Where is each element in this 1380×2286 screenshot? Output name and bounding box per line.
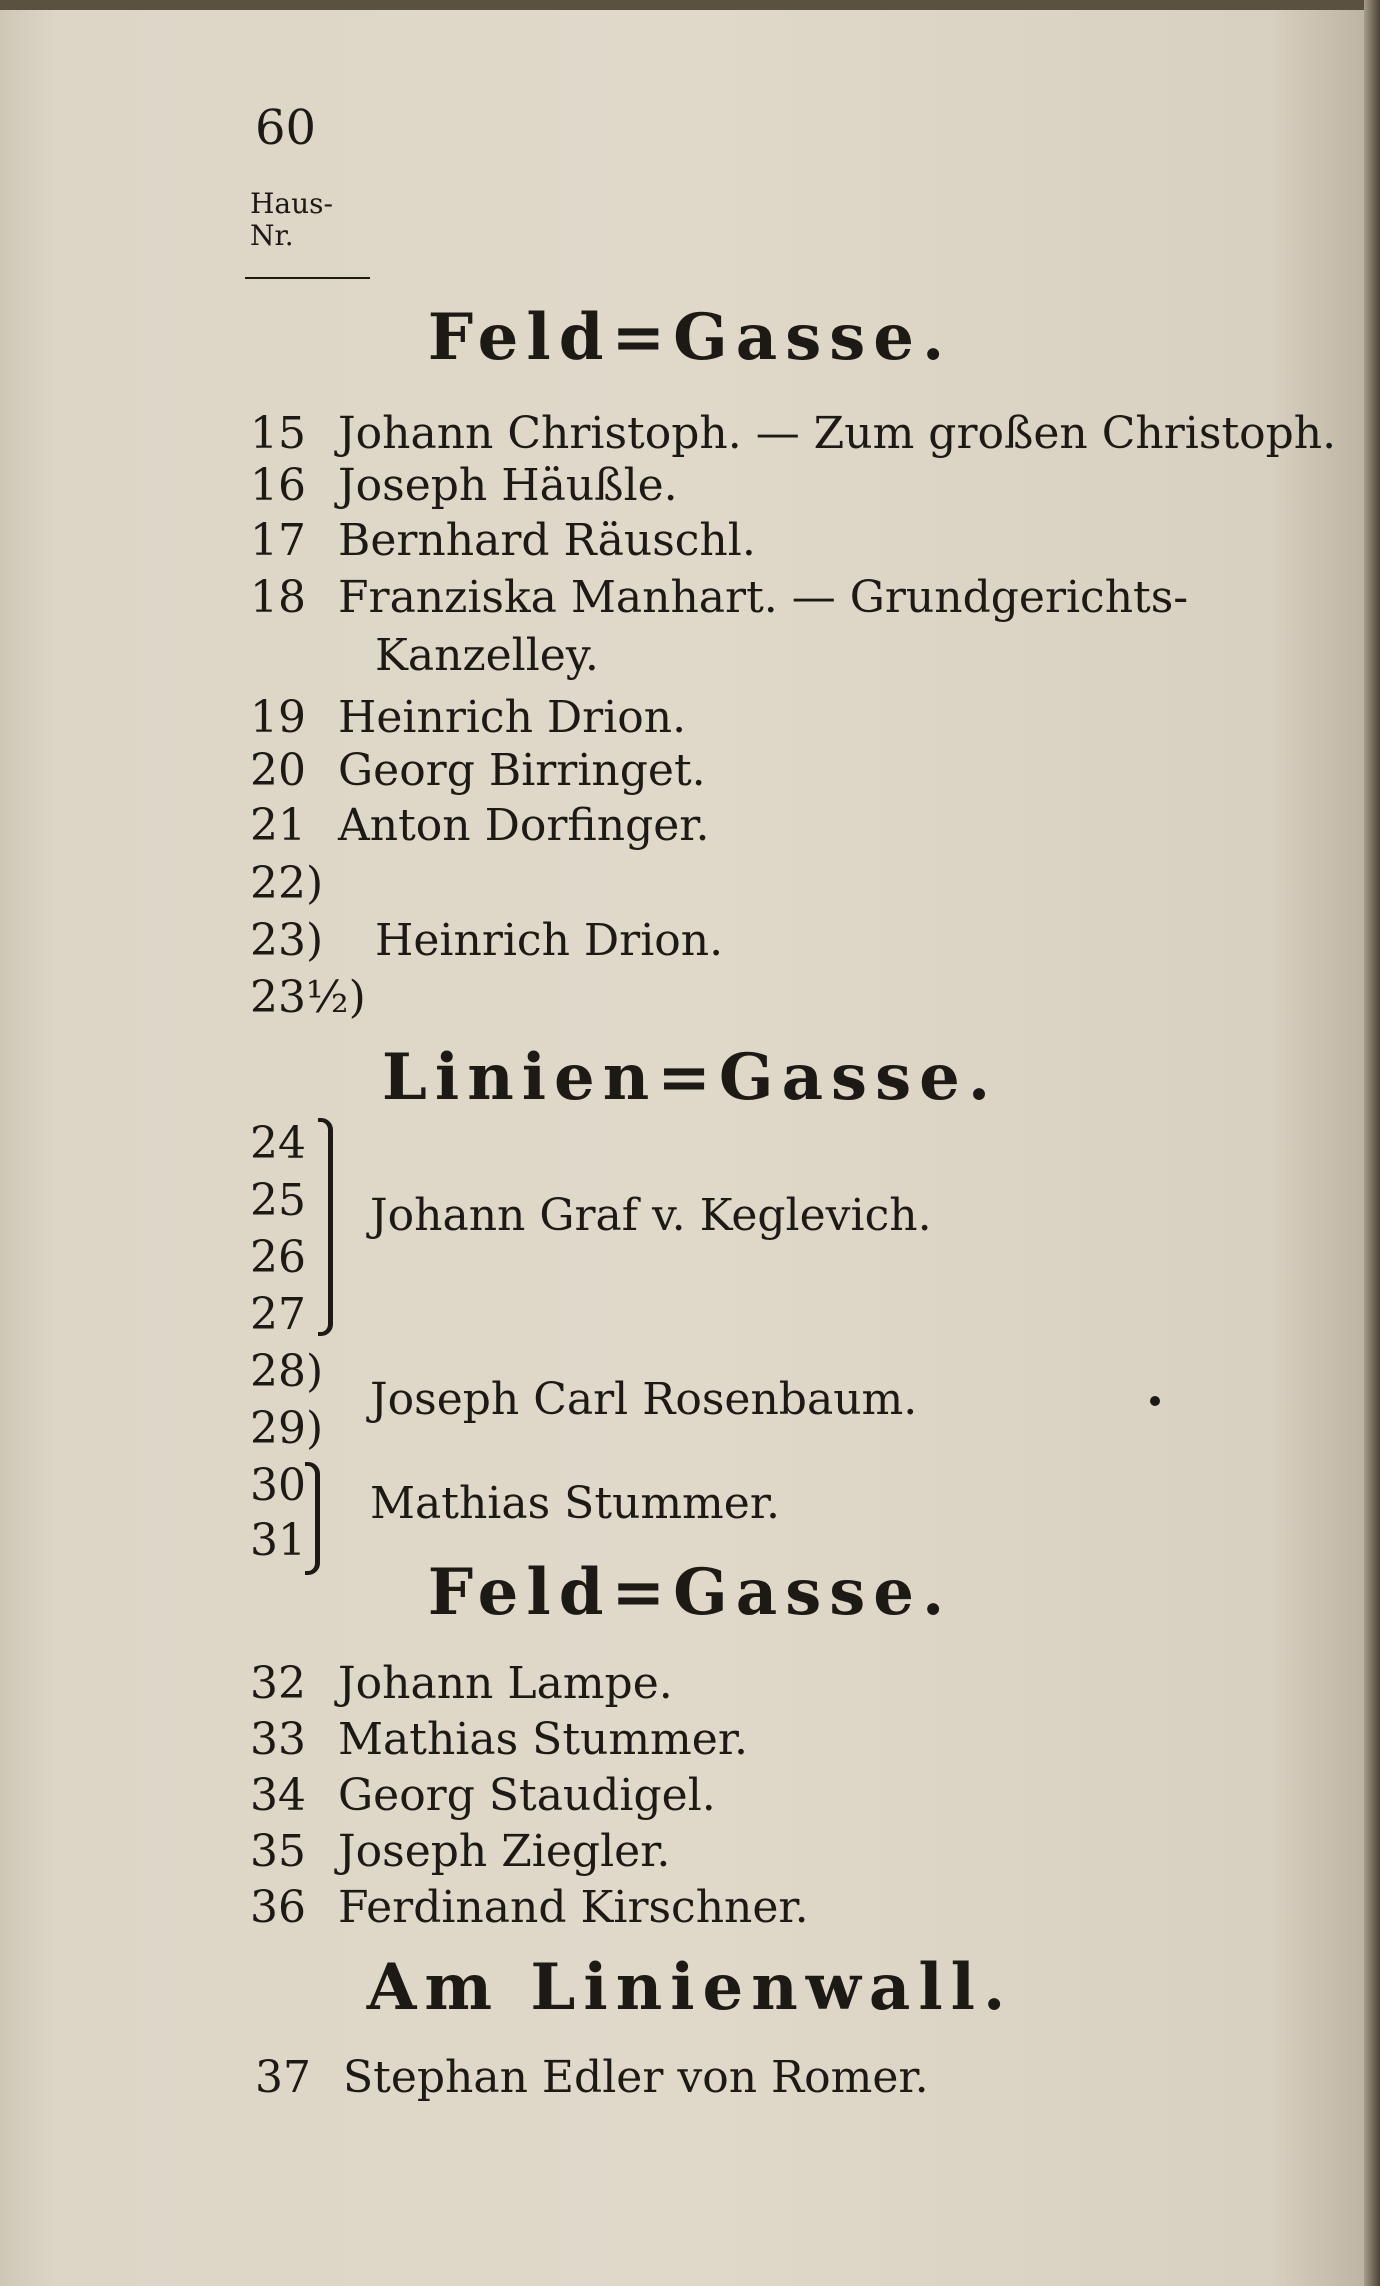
entry-text: Johann Lampe. (338, 1658, 673, 1709)
house-number: 16 (250, 460, 306, 511)
entry-row (250, 1658, 673, 1710)
column-header (250, 188, 333, 252)
house-number: 36 (250, 1882, 306, 1933)
entry-row (250, 1714, 748, 1766)
entry-text: Joseph Häußle. (338, 460, 678, 511)
house-number: 37 (255, 2052, 311, 2103)
entry-continuation (375, 630, 599, 682)
entry-row (250, 460, 678, 512)
header-rule (245, 277, 370, 279)
house-number: 31 (250, 1515, 306, 1566)
house-number: 28) (250, 1346, 324, 1397)
entry-text: Georg Birringet. (338, 745, 706, 796)
house-number: 18 (250, 572, 306, 623)
house-number: 15 (250, 408, 306, 459)
entry-text: Franziska Manhart. — Grundgerichts- (338, 572, 1189, 623)
column-header-line1: Haus- (250, 187, 333, 220)
house-number: 34 (250, 1770, 306, 1821)
entry-text: Bernhard Räuschl. (338, 515, 756, 566)
entry-row (250, 1826, 670, 1878)
entry-text: Stephan Edler von Romer. (343, 2052, 929, 2103)
entry-text: Anton Dorfinger. (338, 800, 710, 851)
entry-text: Mathias Stummer. (338, 1714, 749, 1765)
entry-row (255, 2052, 929, 2104)
entry-text: Ferdinand Kirschner. (338, 1882, 809, 1933)
entry-text: Johann Graf v. Keglevich. (370, 1190, 932, 1241)
page-number: 60 (255, 100, 317, 156)
house-number: 21 (250, 800, 306, 851)
entry-row (250, 515, 756, 567)
house-number: 29) (250, 1403, 324, 1454)
house-number: 22) (250, 858, 324, 909)
house-number: 20 (250, 745, 306, 796)
column-header-line2: Nr. (250, 219, 294, 252)
entry-text: Heinrich Drion. (375, 915, 724, 966)
house-number: 23) (250, 915, 324, 966)
entry-text: Johann Christoph. — Zum großen Christoph. (338, 408, 1337, 459)
entry-row (250, 745, 706, 797)
entry-text: Kanzelley. (375, 630, 599, 681)
house-number: 19 (250, 692, 306, 743)
house-number: 27 (250, 1289, 306, 1340)
entry-text: Georg Staudigel. (338, 1770, 716, 1821)
entry-row (250, 1882, 809, 1934)
section-heading: Am Linienwall. (366, 1950, 1014, 2025)
section-heading: Linien=Gasse. (381, 1040, 999, 1115)
entry-row (250, 572, 1188, 624)
house-number: 25 (250, 1175, 306, 1226)
house-number: 23½) (250, 972, 366, 1023)
house-number: 35 (250, 1826, 306, 1877)
house-number: 30 (250, 1460, 306, 1511)
entry-text: Joseph Carl Rosenbaum. (370, 1374, 918, 1425)
entry-text: Joseph Ziegler. (338, 1826, 671, 1877)
page-top-edge (0, 0, 1380, 10)
entry-row (250, 692, 686, 744)
entry-text: Mathias Stummer. (370, 1478, 781, 1529)
entry-row (250, 1770, 716, 1822)
house-number: 33 (250, 1714, 306, 1765)
ink-mark (1150, 1396, 1160, 1406)
group-brace (318, 1118, 333, 1336)
house-number: 26 (250, 1232, 306, 1283)
entry-row (250, 800, 710, 852)
entry-row (250, 915, 723, 967)
section-heading: Feld=Gasse. (427, 300, 953, 375)
entry-row (250, 408, 1336, 460)
house-number: 17 (250, 515, 306, 566)
entry-text: Heinrich Drion. (338, 692, 687, 743)
house-number: 32 (250, 1658, 306, 1709)
section-heading: Feld=Gasse. (427, 1555, 953, 1630)
house-number: 24 (250, 1118, 306, 1169)
